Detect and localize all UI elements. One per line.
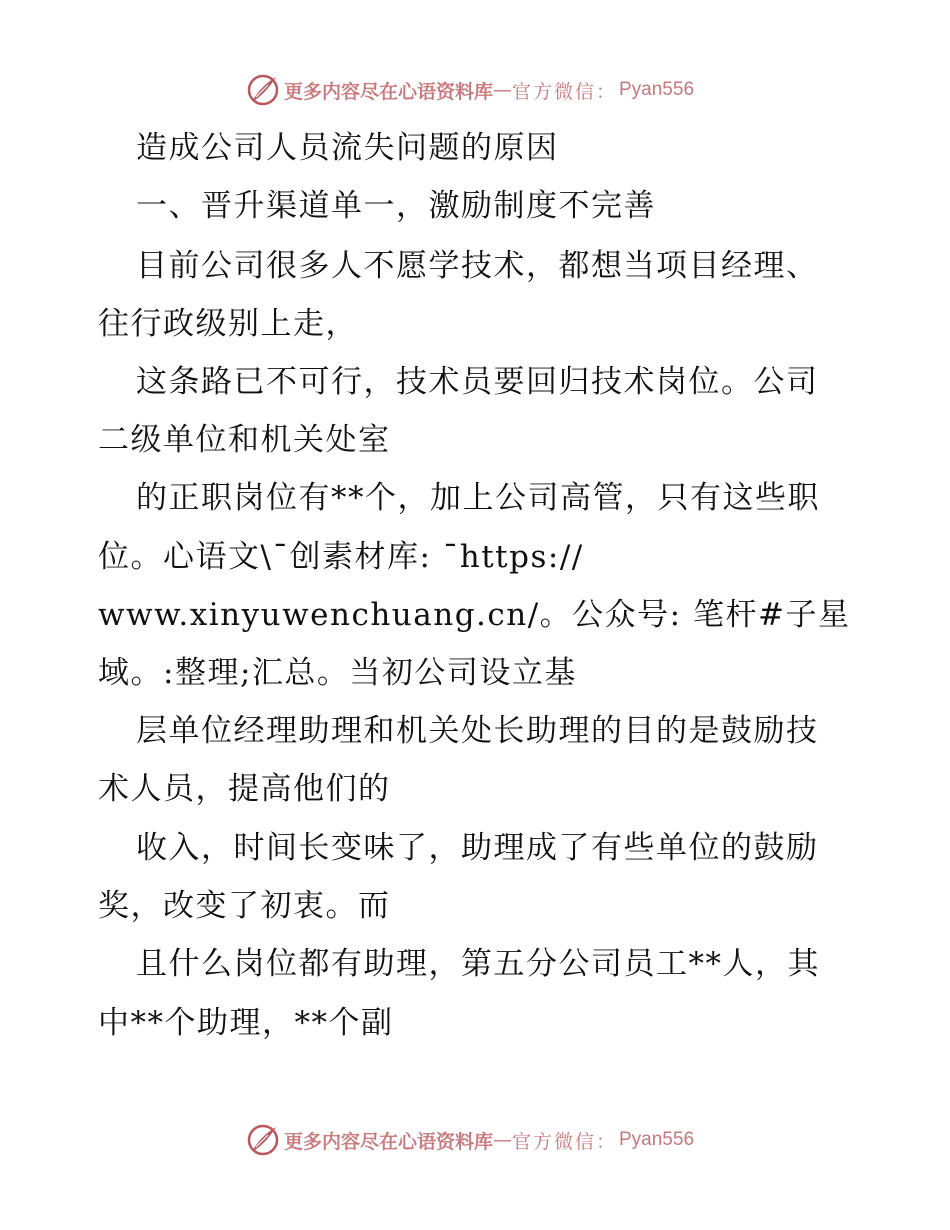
- footer-slogan: 更多内容尽在心语资料库: [283, 1130, 493, 1153]
- paragraph-line: 奖，改变了初衷。而: [98, 888, 391, 924]
- header-separator: —: [492, 79, 512, 101]
- quill-logo-icon: [246, 1123, 280, 1157]
- paragraph-line: 中**个助理，**个副: [98, 1005, 394, 1041]
- paragraph-line: 二级单位和机关处室: [98, 422, 391, 458]
- paragraph-line: 收入，时间长变味了，助理成了有些单位的鼓励: [136, 830, 819, 866]
- paragraph-line: 术人员，提高他们的: [98, 771, 391, 807]
- footer-separator: —: [492, 1129, 512, 1151]
- paragraph-line: 且什么岗位都有助理，第五分公司员工**人，其: [136, 946, 820, 982]
- paragraph-line: 域。:整理;汇总。当初公司设立基: [98, 655, 577, 691]
- paragraph-line: 往行政级别上走，: [98, 306, 358, 342]
- paragraph-line: www.xinyuwenchuang.cn/。公众号: 笔杆#子星: [98, 597, 851, 633]
- paragraph-line: 位。心语文\¯创素材库: ¯https://: [98, 539, 584, 575]
- paragraph-line: 层单位经理助理和机关处长助理的目的是鼓励技: [136, 713, 819, 749]
- header-watermark: [0, 70, 950, 110]
- header-wechat-id: Pyan556: [619, 79, 695, 100]
- footer-wechat-label: 官方微信：: [511, 1130, 617, 1153]
- quill-logo-icon: [246, 73, 280, 107]
- footer-wechat-id: Pyan556: [619, 1129, 695, 1150]
- header-wechat-label: 官方微信：: [511, 80, 617, 103]
- header-slogan: 更多内容尽在心语资料库: [283, 80, 493, 103]
- section-heading: 一、晋升渠道单一，激励制度不完善: [136, 188, 656, 224]
- paragraph-line: 目前公司很多人不愿学技术，都想当项目经理、: [136, 248, 819, 284]
- footer-watermark: [0, 1120, 950, 1160]
- paragraph-line: 这条路已不可行，技术员要回归技术岗位。公司: [136, 364, 819, 400]
- paragraph-line: 的正职岗位有**个，加上公司高管，只有这些职: [136, 480, 820, 516]
- doc-title: 造成公司人员流失问题的原因: [136, 130, 559, 166]
